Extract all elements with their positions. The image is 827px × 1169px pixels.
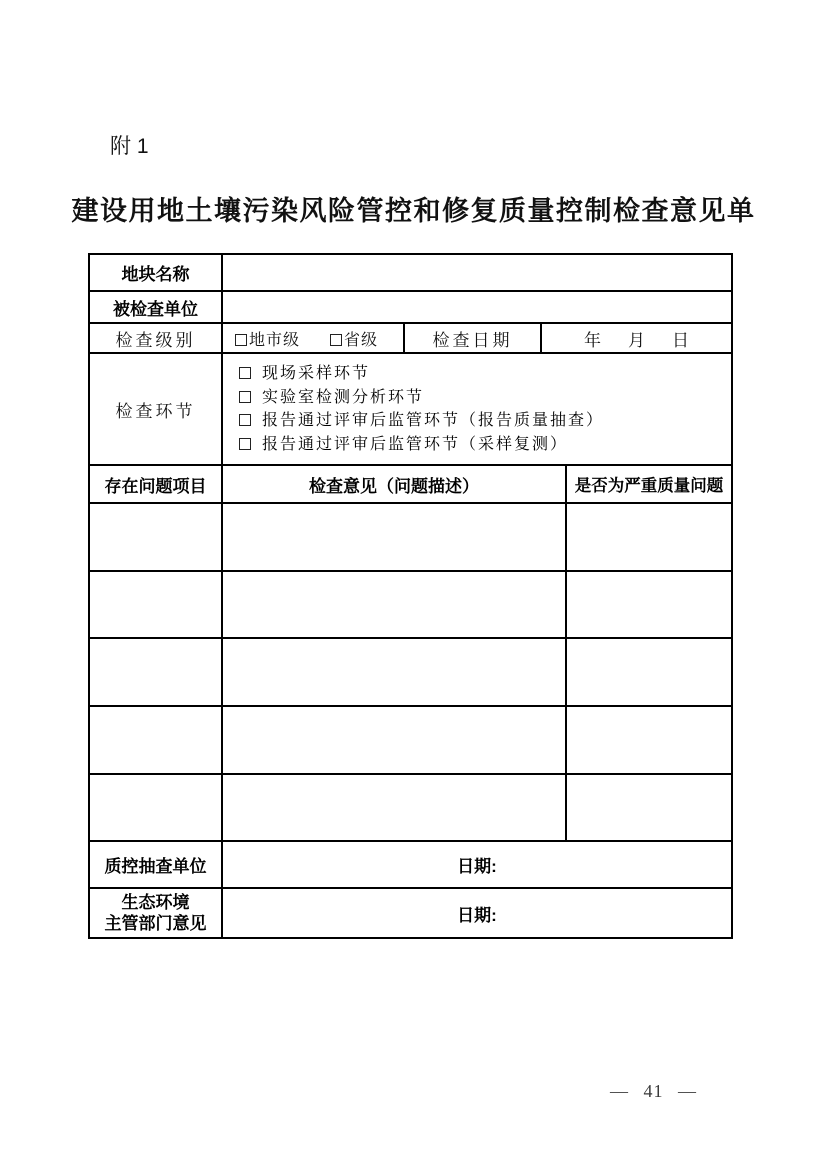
issue-item-cell (89, 706, 222, 774)
checkbox-icon (239, 391, 251, 403)
issue-row (89, 774, 732, 841)
issue-opinion-cell (222, 503, 566, 571)
stage-option-label: 实验室检测分析环节 (262, 388, 425, 406)
inspection-level-option-city-label: 地市级 (249, 331, 301, 349)
authority-date-label: 日期: (457, 905, 497, 925)
date-day-label: 日 (672, 330, 689, 350)
issue-opinion-cell (222, 638, 566, 706)
issue-opinion-cell (222, 774, 566, 841)
site-name-label: 地块名称 (89, 254, 222, 291)
issue-row (89, 571, 732, 638)
inspection-level-option-province (330, 327, 378, 350)
date-year-label: 年 (584, 330, 601, 350)
stage-option-lab-analysis (239, 386, 727, 410)
stage-option-label: 报告通过评审后监管环节（采样复测） (262, 435, 569, 453)
issues-header-item: 存在问题项目 (89, 465, 222, 503)
qc-unit-row (89, 841, 732, 888)
issue-item-cell (89, 774, 222, 841)
inspection-level-row (89, 323, 732, 353)
issue-row (89, 638, 732, 706)
stage-option-field-sampling (239, 362, 727, 386)
inspected-unit-row (89, 291, 732, 323)
issue-severity-cell (566, 638, 732, 706)
page-number: — 41 — (610, 1081, 697, 1101)
issue-item-cell (89, 571, 222, 638)
authority-label-line2: 主管部门意见 (104, 914, 207, 933)
issue-opinion-cell (222, 706, 566, 774)
stage-option-report-quality-check (239, 409, 727, 433)
qc-unit-date-label: 日期: (457, 857, 497, 876)
issue-item-cell (89, 503, 222, 571)
inspection-form-table (88, 253, 733, 939)
issue-severity-cell (566, 774, 732, 841)
date-month-label: 月 (628, 330, 645, 350)
page-title: 建设用地土壤污染风险管控和修复质量控制检查意见单 (71, 196, 756, 227)
issues-header-severity: 是否为严重质量问题 (566, 465, 732, 503)
inspection-level-option-city (235, 327, 300, 350)
checkbox-icon (239, 414, 251, 426)
checkbox-icon (330, 334, 342, 346)
checkbox-icon (239, 367, 251, 379)
inspection-date-value-cell (541, 323, 732, 353)
stage-option-label: 报告通过评审后监管环节（报告质量抽查） (262, 412, 605, 429)
checkbox-icon (235, 334, 247, 346)
stage-option-label: 现场采样环节 (262, 365, 371, 382)
authority-opinion-row (89, 888, 732, 938)
issues-header-opinion: 检查意见（问题描述） (222, 465, 566, 503)
inspected-unit-label: 被检查单位 (89, 291, 222, 323)
site-name-row (89, 254, 732, 291)
inspected-unit-value-cell (222, 291, 732, 323)
stage-option-sampling-retest (239, 433, 727, 457)
inspection-stage-row (89, 353, 732, 465)
qc-unit-label: 质控抽查单位 (89, 841, 222, 888)
inspection-stage-label: 检查环节 (89, 353, 222, 465)
issues-header-row (89, 465, 732, 503)
issue-opinion-cell (222, 571, 566, 638)
attachment-label: 附 1 (110, 135, 149, 158)
issue-row (89, 706, 732, 774)
inspection-level-options-cell (222, 323, 404, 353)
issue-severity-cell (566, 706, 732, 774)
issue-severity-cell (566, 571, 732, 638)
authority-date-cell (222, 888, 732, 938)
inspection-level-option-province-label: 省级 (344, 331, 379, 349)
authority-opinion-label (89, 888, 222, 938)
issue-item-cell (89, 638, 222, 706)
inspection-date-label: 检查日期 (404, 323, 541, 353)
inspection-level-label: 检查级别 (89, 323, 222, 353)
issue-row (89, 503, 732, 571)
inspection-stage-options-cell (222, 353, 732, 465)
site-name-value-cell (222, 254, 732, 291)
checkbox-icon (239, 438, 251, 450)
authority-label-line1: 生态环境 (121, 893, 190, 912)
issue-severity-cell (566, 503, 732, 571)
qc-unit-date-cell (222, 841, 732, 888)
